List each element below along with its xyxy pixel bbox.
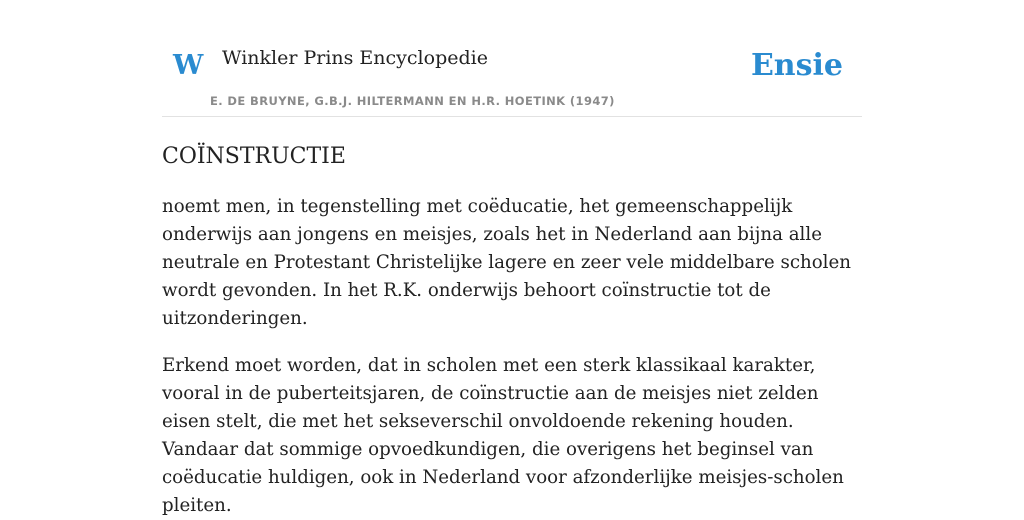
authors-line: E. DE BRUYNE, G.B.J. HILTERMANN EN H.R. HOETINK (1947): [210, 94, 615, 108]
encyclopedia-title[interactable]: Winkler Prins Encyclopedie: [222, 47, 488, 69]
header: [162, 0, 862, 117]
article-paragraph: noemt men, in tegenstelling met coëducatie, het gemeenschappelijk onderwijs aan jongens en meisjes, zoals het in Nederland aan bijna alle neutrale en Protestant Christelijke lagere en zeer vele middelbare scholen wordt gevonden. In het R.K. onderwijs behoort coïnstructie tot de uitzonderingen.: [162, 196, 851, 329]
ensie-brand-link[interactable]: Ensie: [750, 48, 843, 83]
page: [162, 0, 862, 520]
winkler-prins-logo[interactable]: W: [173, 50, 204, 81]
article-paragraph: Erkend moet worden, dat in scholen met een sterk klassikaal karakter, vooral in de puberteitsjaren, de coïnstructie aan de meisjes niet zelden eisen stelt, die met het sekseverschil onvoldoende rekening houden. Vandaar dat sommige opvoedkundigen, die overigens het beginsel van coëducatie huldigen, ook in Nederland voor afzonderlijke meisjes-scholen pleiten.: [162, 355, 844, 516]
entry-title: COÏNSTRUCTIE: [162, 144, 346, 169]
